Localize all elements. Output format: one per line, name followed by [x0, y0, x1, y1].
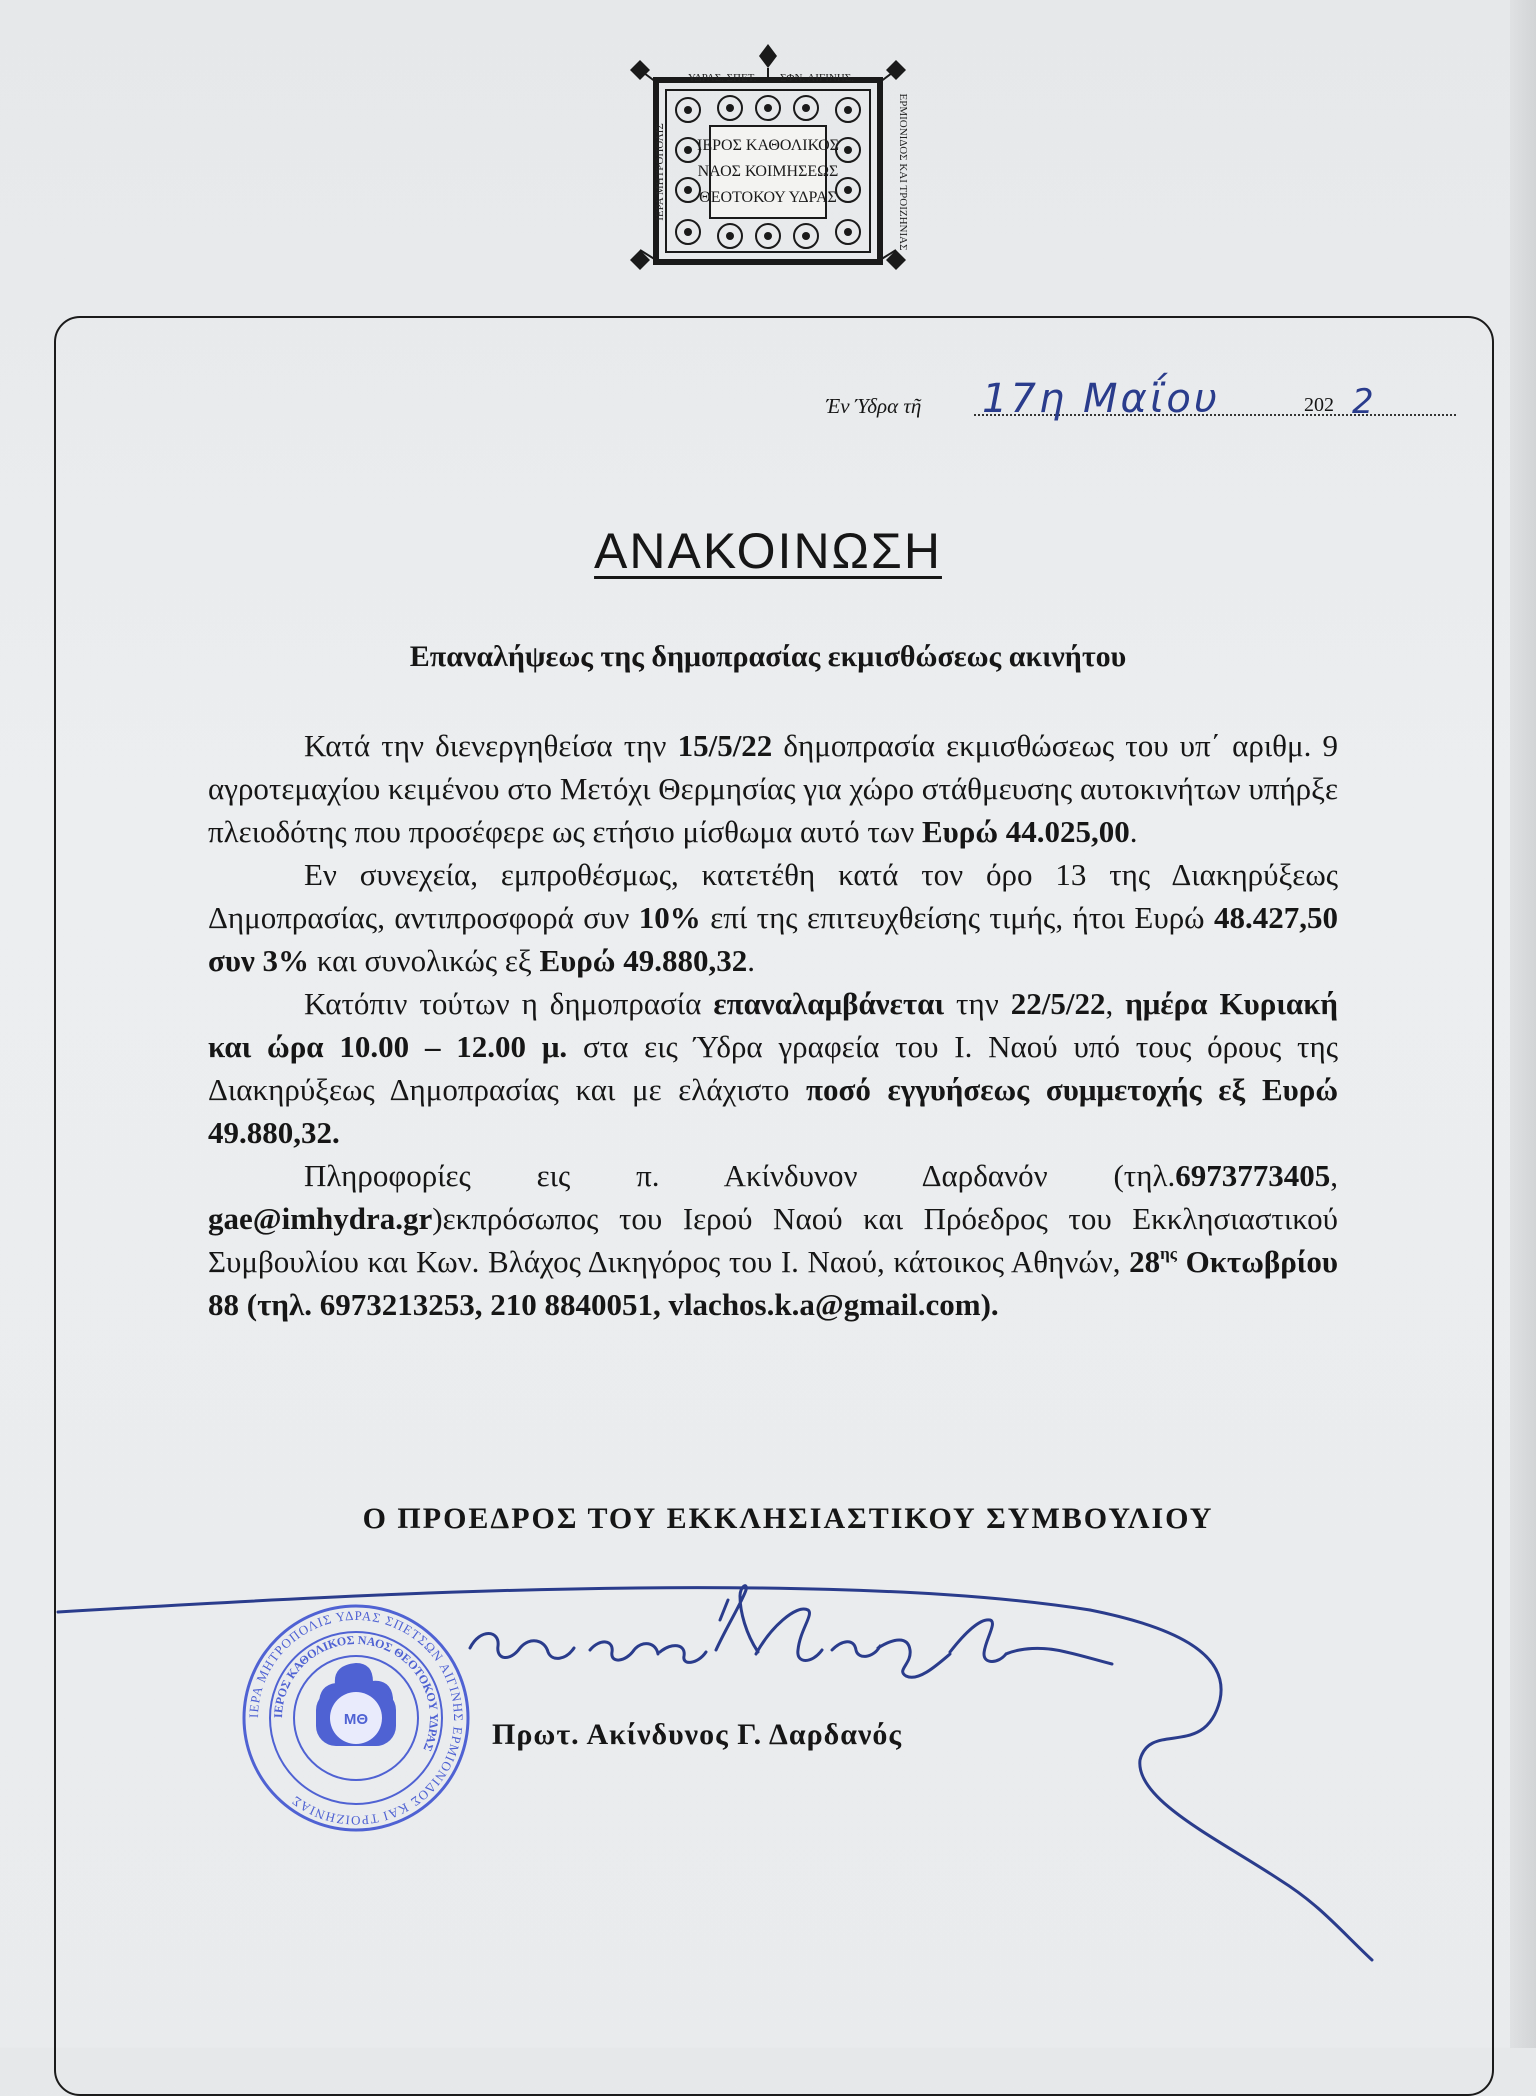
seal-center-line-3: ΘΕΟΤΟΚΟΥ ΥΔΡΑΣ — [699, 189, 837, 206]
p4-email-1: gae@imhydra.gr — [208, 1201, 433, 1236]
p3-new-date: 22/5/22 — [1010, 986, 1106, 1021]
seal-left-side-text: ΙΕΡΑ ΜΗΤΡΟΠΟΛΙΣ — [654, 123, 666, 221]
p4-address-contacts: Οκτωβρίου 88 (τηλ. 6973213253, 210 8840051, vlachos.k.a@gmail.com). — [208, 1244, 1338, 1322]
stamp-ring-text: ΙΕΡΑ ΜΗΤΡΟΠΟΛΙΣ ΥΔΡΑΣ ΣΠΕΤΣΩΝ ΑΙΓΙΝΗΣ ΕΡΜΙΟΝΙΔΟΣ ΚΑΙ ΤΡΟΙΖΗΝΙΑΣ — [245, 1607, 467, 1829]
p3-deposit: ποσό εγγυήσεως συμμετοχής εξ Ευρώ 49.880,32. — [208, 1072, 1338, 1150]
p4-street-number: 28 — [1129, 1244, 1161, 1279]
p1-text-3: . — [1129, 814, 1138, 849]
p2-text-1: Εν συνεχεία, εμπροθέσμως, κατετέθη κατά τον όρο 13 της Διακηρύξεως Δημοπρασίας, αντιπροσφορά συν — [208, 857, 1338, 935]
date-label: Έν Ύδρα τῆ — [826, 394, 922, 418]
p2-amount-1: 48.427,50 — [1214, 900, 1338, 935]
document-subtitle: Επαναλήψεως της δημοπρασίας εκμισθώσεως ακινήτου — [409, 640, 1127, 673]
seal-top-right-text: ΣΦΝ. ΑΙΓΙΝΗΣ. — [780, 72, 854, 84]
p1-text-1: Κατά την διενεργηθείσα την — [304, 728, 678, 763]
handwritten-year-digit: 2 — [1352, 382, 1374, 422]
seal-center-line-1: ΙΕΡΟΣ ΚΑΘΟΛΙΚΟΣ — [697, 137, 839, 154]
p4-text-2: , — [1330, 1158, 1338, 1193]
p1-amount: Ευρώ 44.025,00 — [921, 814, 1130, 849]
p3-text-2: την — [944, 986, 1011, 1021]
p1-text-2: δημοπρασία εκμισθώσεως του υπ΄ αριθμ. 9 αγροτεμαχίου κειμένου στο Μετόχι Θερμησίας για χώρο στάθμευσης αυτοκινήτων υπήρξε πλειοδότης που προσέφερε ως ετήσιο μίσθωμα αυτό των — [208, 728, 1339, 849]
p4-text-3: )εκπρόσωπος του Ιερού Ναού και Πρόεδρος του Εκκλησιαστικού Συμβουλίου και Κων. Βλάχος Δικηγόρος του Ι. Ναού, κάτοικος Αθηνών, — [208, 1201, 1338, 1279]
seal-center-line-2: ΝΑΟΣ ΚΟΙΜΗΣΕΩΣ — [697, 163, 839, 180]
title-text: ΑΝΑΚΟΙΝΩΣΗ — [594, 523, 942, 579]
stamp-inner-ring-text: ΙΕΡΟΣ ΚΑΘΟΛΙΚΟΣ ΝΑΟΣ ΘΕΟΤΟΚΟΥ ΥΔΡΑΣ — [270, 1632, 442, 1754]
p2-text-5: . — [747, 943, 755, 978]
p2-amount-2: Ευρώ 49.880,32 — [539, 943, 748, 978]
p2-text-4: και συνολικώς εξ — [309, 943, 540, 978]
stamp-center-text: ΜΘ — [343, 1711, 369, 1728]
p3-text-3: , — [1105, 986, 1126, 1021]
handwritten-date: 17η Μαΐου — [982, 376, 1220, 422]
seal-right-side-text: ΕΡΜΙΟΝΙΔΟΣ ΚΑΙ ΤΡΟΙΖΗΝΙΑΣ — [897, 93, 909, 251]
p3-text-4: στα εις Ύδρα γραφεία του Ι. Ναού υπό τους όρους της Διακηρύξεως Δημοπρασίας και με ελάχιστο — [208, 1029, 1339, 1107]
p2-percent-2: συν 3% — [208, 943, 310, 978]
p2-text-2: επί της επιτευχθείσης τιμής, ήτοι Ευρώ — [700, 900, 1214, 935]
p1-auction-date: 15/5/22 — [677, 728, 773, 763]
p3-text-1: Κατόπιν τούτων η δημοπρασία — [304, 986, 714, 1021]
p3-repeat-word: επαναλαμβάνεται — [713, 986, 945, 1021]
p2-percent-1: 10% — [638, 900, 701, 935]
year-prefix: 202 — [1304, 394, 1334, 416]
seal-top-left-text: ΥΔΡΑΣ. ΣΠΕΤ. — [688, 72, 757, 84]
p4-phone-1: 6973773405 — [1175, 1158, 1331, 1193]
signer-name: Πρωτ. Ακίνδυνος Γ. Δαρδανός — [492, 1718, 902, 1751]
official-stamp — [244, 1606, 468, 1830]
signature-title: Ο ΠΡΟΕΔΡΟΣ ΤΟΥ ΕΚΚΛΗΣΙΑΣΤΙΚΟΥ ΣΥΜΒΟΥΛΙΟΥ — [362, 1502, 1214, 1535]
p4-ordinal-suffix: ης — [1160, 1244, 1177, 1263]
p4-text-1: Πληροφορίες εις π. Ακίνδυνον Δαρδανόν (τηλ. — [304, 1158, 1176, 1193]
handwritten-signature — [58, 1586, 1372, 1960]
p3-day-time: ημέρα Κυριακή και ώρα 10.00 – 12.00 μ. — [208, 986, 1339, 1064]
